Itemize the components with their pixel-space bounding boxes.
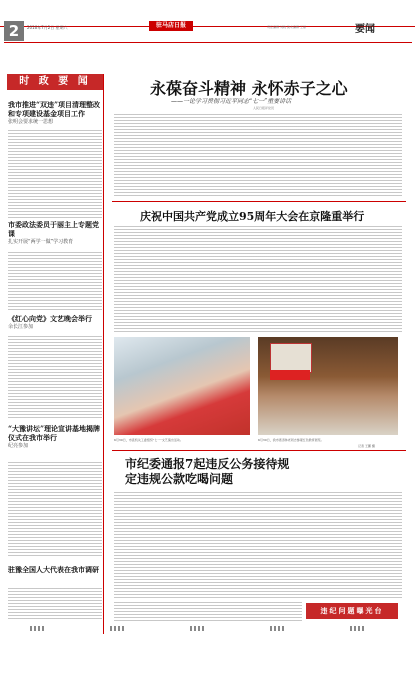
headline-secondary: 庆祝中国共产党成立95周年大会在京隆重举行: [140, 210, 365, 223]
dateline: 2016年7月2日 星期六: [27, 25, 68, 30]
section-rule: [112, 201, 406, 202]
sidebar-item-title: “大豫讲坛”理论宣讲基地揭牌仪式在我市举行: [8, 424, 101, 442]
subheadline-main: ——一论学习贯彻习近平同志“七一”重要讲话: [171, 98, 292, 105]
sidebar-item: [8, 565, 102, 574]
article-body: [8, 252, 102, 310]
sidebar-item-subtitle: 纪亮参加: [8, 443, 29, 449]
sidebar-item: [8, 220, 102, 245]
article-body: [8, 588, 102, 620]
article-body: [8, 462, 102, 558]
byline: 人民日报评论员: [253, 106, 275, 110]
sidebar-item: [8, 424, 102, 449]
article-body: [114, 492, 402, 600]
masthead-rule: [4, 42, 412, 43]
photo-caption: 6月30日，我市离退休老同志参观红色教育展览。: [258, 438, 324, 442]
footer-ornament: [270, 626, 285, 631]
sidebar-item: [8, 314, 102, 330]
footer-ornament: [110, 626, 125, 631]
article-body: [8, 336, 102, 420]
sidebar-item-title: 《红心向党》文艺晚会举行: [8, 314, 92, 323]
sidebar-item: [8, 100, 102, 125]
editor-meta: 责任编辑 刘晓 美术编辑 王丽: [267, 25, 306, 29]
photo-performance: [114, 337, 250, 435]
portrait-poster: [270, 343, 312, 373]
sidebar-item-title: 我市推进“双违”项目清理整改和专项建设基金项目工作: [8, 100, 101, 118]
footer-ornament: [30, 626, 45, 631]
sidebar-badge: 时 政 要 闻: [7, 74, 103, 90]
article-body: [114, 602, 302, 622]
footer-ornament: [190, 626, 205, 631]
photo-credit: 记者 王鹏 摄: [358, 444, 375, 448]
headline-main: 永葆奋斗精神 永怀赤子之心: [150, 79, 348, 98]
article-body: [8, 130, 102, 218]
article-body: [114, 114, 402, 198]
masthead-bar: [0, 0, 415, 27]
sidebar-item-subtitle: 余长江参加: [8, 324, 34, 330]
section-rule: [112, 450, 406, 451]
article-body: [114, 226, 402, 332]
party-flag: [270, 370, 310, 380]
sidebar-item-subtitle: 扎实开展“两学一做”学习教育: [8, 239, 74, 245]
page-number: 2: [4, 21, 24, 41]
headline-third: 市纪委通报7起违反公务接待规定违规公款吃喝问题: [125, 457, 290, 486]
photo-caption: 6月30日，市直机关工委组织“七一”文艺演出活动。: [114, 438, 183, 442]
sidebar-item-title: 驻豫全国人大代表在我市调研: [8, 565, 99, 574]
sidebar-item-subtitle: 张明会要求统一思想: [8, 119, 54, 125]
sidebar-item-title: 市委政法委员于丽主上专题党课: [8, 220, 99, 238]
exposure-stamp: 违纪问题曝光台: [306, 603, 398, 619]
newspaper-logo: 驻马店日报: [149, 21, 193, 31]
footer-ornament: [350, 626, 365, 631]
section-title: 要闻: [355, 24, 375, 35]
